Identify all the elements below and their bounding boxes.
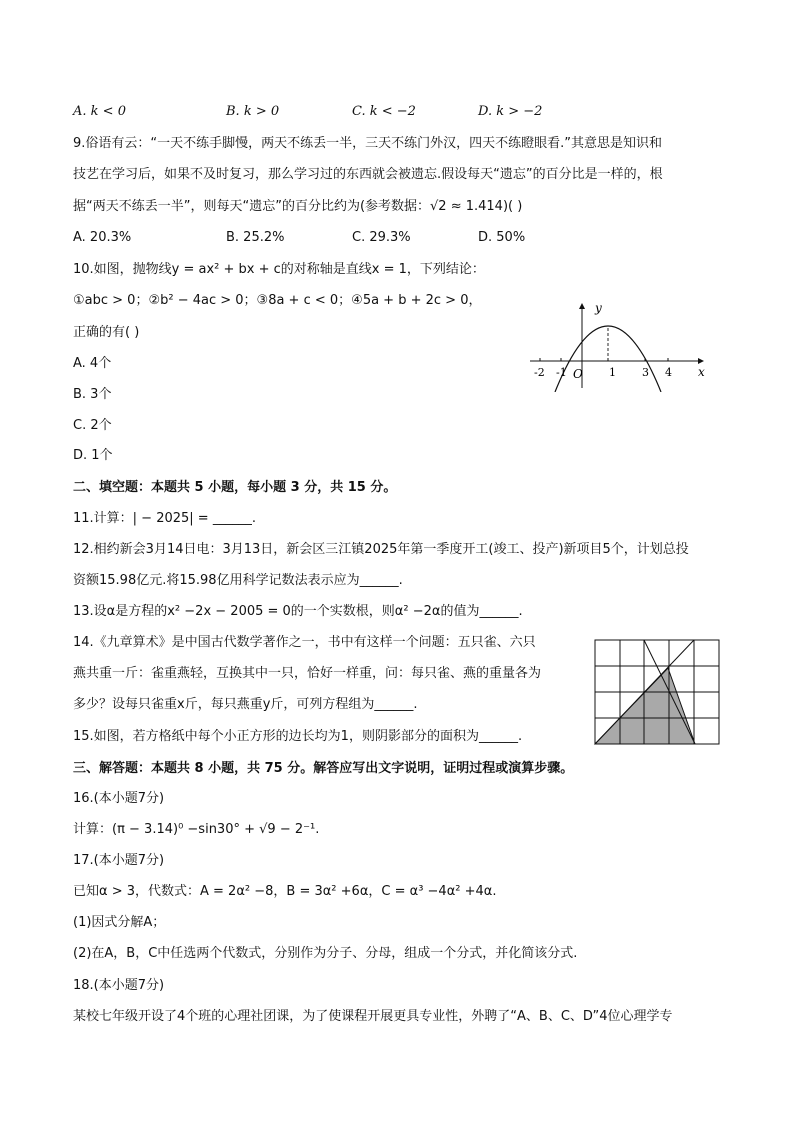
q12-line-2: 资额15.98亿元.将15.98亿用科学记数法表示应为______.: [73, 573, 403, 588]
q16-body: 计算：(π − 3.14)⁰ −sin30° + √9 − 2⁻¹.: [73, 822, 320, 837]
q18-line-1: 某校七年级开设了4个班的心理社团课，为了使课程开展更具专业性，外聘了“A、B、C、D”4位心理学专: [73, 1009, 673, 1024]
q14-line-2: 燕共重一斤：雀重燕轻，互换其中一只，恰好一样重，问：每只雀、燕的重量各为: [73, 666, 542, 681]
q12-line-1: 12.相约新会3月14日电：3月13日，新会区三江镇2025年第一季度开工(竣工、投产)新项目5个，计划总投: [73, 542, 689, 557]
q8-option-d: D. k > −2: [478, 104, 543, 119]
q10-option-a: A. 4个: [73, 356, 112, 371]
q10-option-d: D. 1个: [73, 448, 113, 463]
q17-title: 17.(本小题7分): [73, 853, 165, 868]
tick-label: 3: [642, 366, 649, 379]
y-axis-label: y: [595, 301, 602, 315]
q8-option-c: C. k < −2: [352, 104, 416, 119]
tick-label: -1: [556, 366, 567, 379]
q9-option-b: B. 25.2%: [226, 230, 285, 245]
origin-label: O: [573, 367, 583, 381]
tick-label: 1: [609, 366, 616, 379]
x-axis-label: x: [698, 365, 705, 379]
section-3-header: 三、解答题：本题共 8 小题，共 75 分。解答应写出文字说明，证明过程或演算步骤。: [73, 761, 574, 776]
q13: 13.设α是方程的x² −2x − 2005 = 0的一个实数根，则α² −2α的值为______.: [73, 604, 523, 619]
q10-option-b: B. 3个: [73, 387, 112, 402]
q10-line-3: 正确的有( ): [73, 325, 140, 340]
q17-part-2: (2)在A，B，C中任选两个代数式，分别作为分子、分母，组成一个分式，并化简该分式.: [73, 946, 578, 961]
q10-line-1: 10.如图，抛物线y = ax² + bx + c的对称轴是直线x = 1，下列结论：: [73, 262, 485, 277]
q9-line-1: 9.俗语有云：“一天不练手脚慢，两天不练丢一半，三天不练门外汉，四天不练瞪眼看.”其意思是知识和: [73, 136, 663, 151]
q17-line-1: 已知α > 3，代数式：A = 2α² −8，B = 3α² +6α，C = α³ −4α² +4α.: [73, 884, 497, 899]
q9-option-d: D. 50%: [478, 230, 526, 245]
q14-line-1: 14.《九章算术》是中国古代数学著作之一，书中有这样一个问题：五只雀、六只: [73, 635, 536, 650]
q9-option-a: A. 20.3%: [73, 230, 132, 245]
q10-option-c: C. 2个: [73, 418, 112, 433]
q17-part-1: (1)因式分解A；: [73, 915, 166, 930]
q9-line-3: 据“两天不练丢一半”，则每天“遗忘”的百分比约为(参考数据：√2 ≈ 1.414)( ): [73, 199, 523, 214]
grid-figure: [593, 638, 721, 746]
parabola-graph: [525, 296, 715, 392]
tick-label: -2: [534, 366, 545, 379]
q8-option-b: B. k > 0: [226, 104, 280, 119]
q9-line-2: 技艺在学习后，如果不及时复习，那么学习过的东西就会被遗忘.假设每天“遗忘”的百分比是一样的，根: [73, 167, 663, 182]
q10-line-2: ①abc > 0；②b² − 4ac > 0；③8a + c < 0；④5a + b + 2c > 0，: [73, 293, 482, 308]
q11: 11.计算：| − 2025| = ______.: [73, 511, 256, 526]
q16-title: 16.(本小题7分): [73, 791, 165, 806]
shaded-region: [595, 668, 695, 744]
q14-line-3: 多少？设每只雀重x斤，每只燕重y斤，可列方程组为______.: [73, 697, 418, 712]
tick-label: 4: [665, 366, 672, 379]
q8-option-a: A. k < 0: [73, 104, 126, 119]
q18-title: 18.(本小题7分): [73, 978, 165, 993]
q15: 15.如图，若方格纸中每个小正方形的边长均为1，则阴影部分的面积为______.: [73, 729, 523, 744]
q9-option-c: C. 29.3%: [352, 230, 411, 245]
section-2-header: 二、填空题：本题共 5 小题，每小题 3 分，共 15 分。: [73, 480, 397, 495]
